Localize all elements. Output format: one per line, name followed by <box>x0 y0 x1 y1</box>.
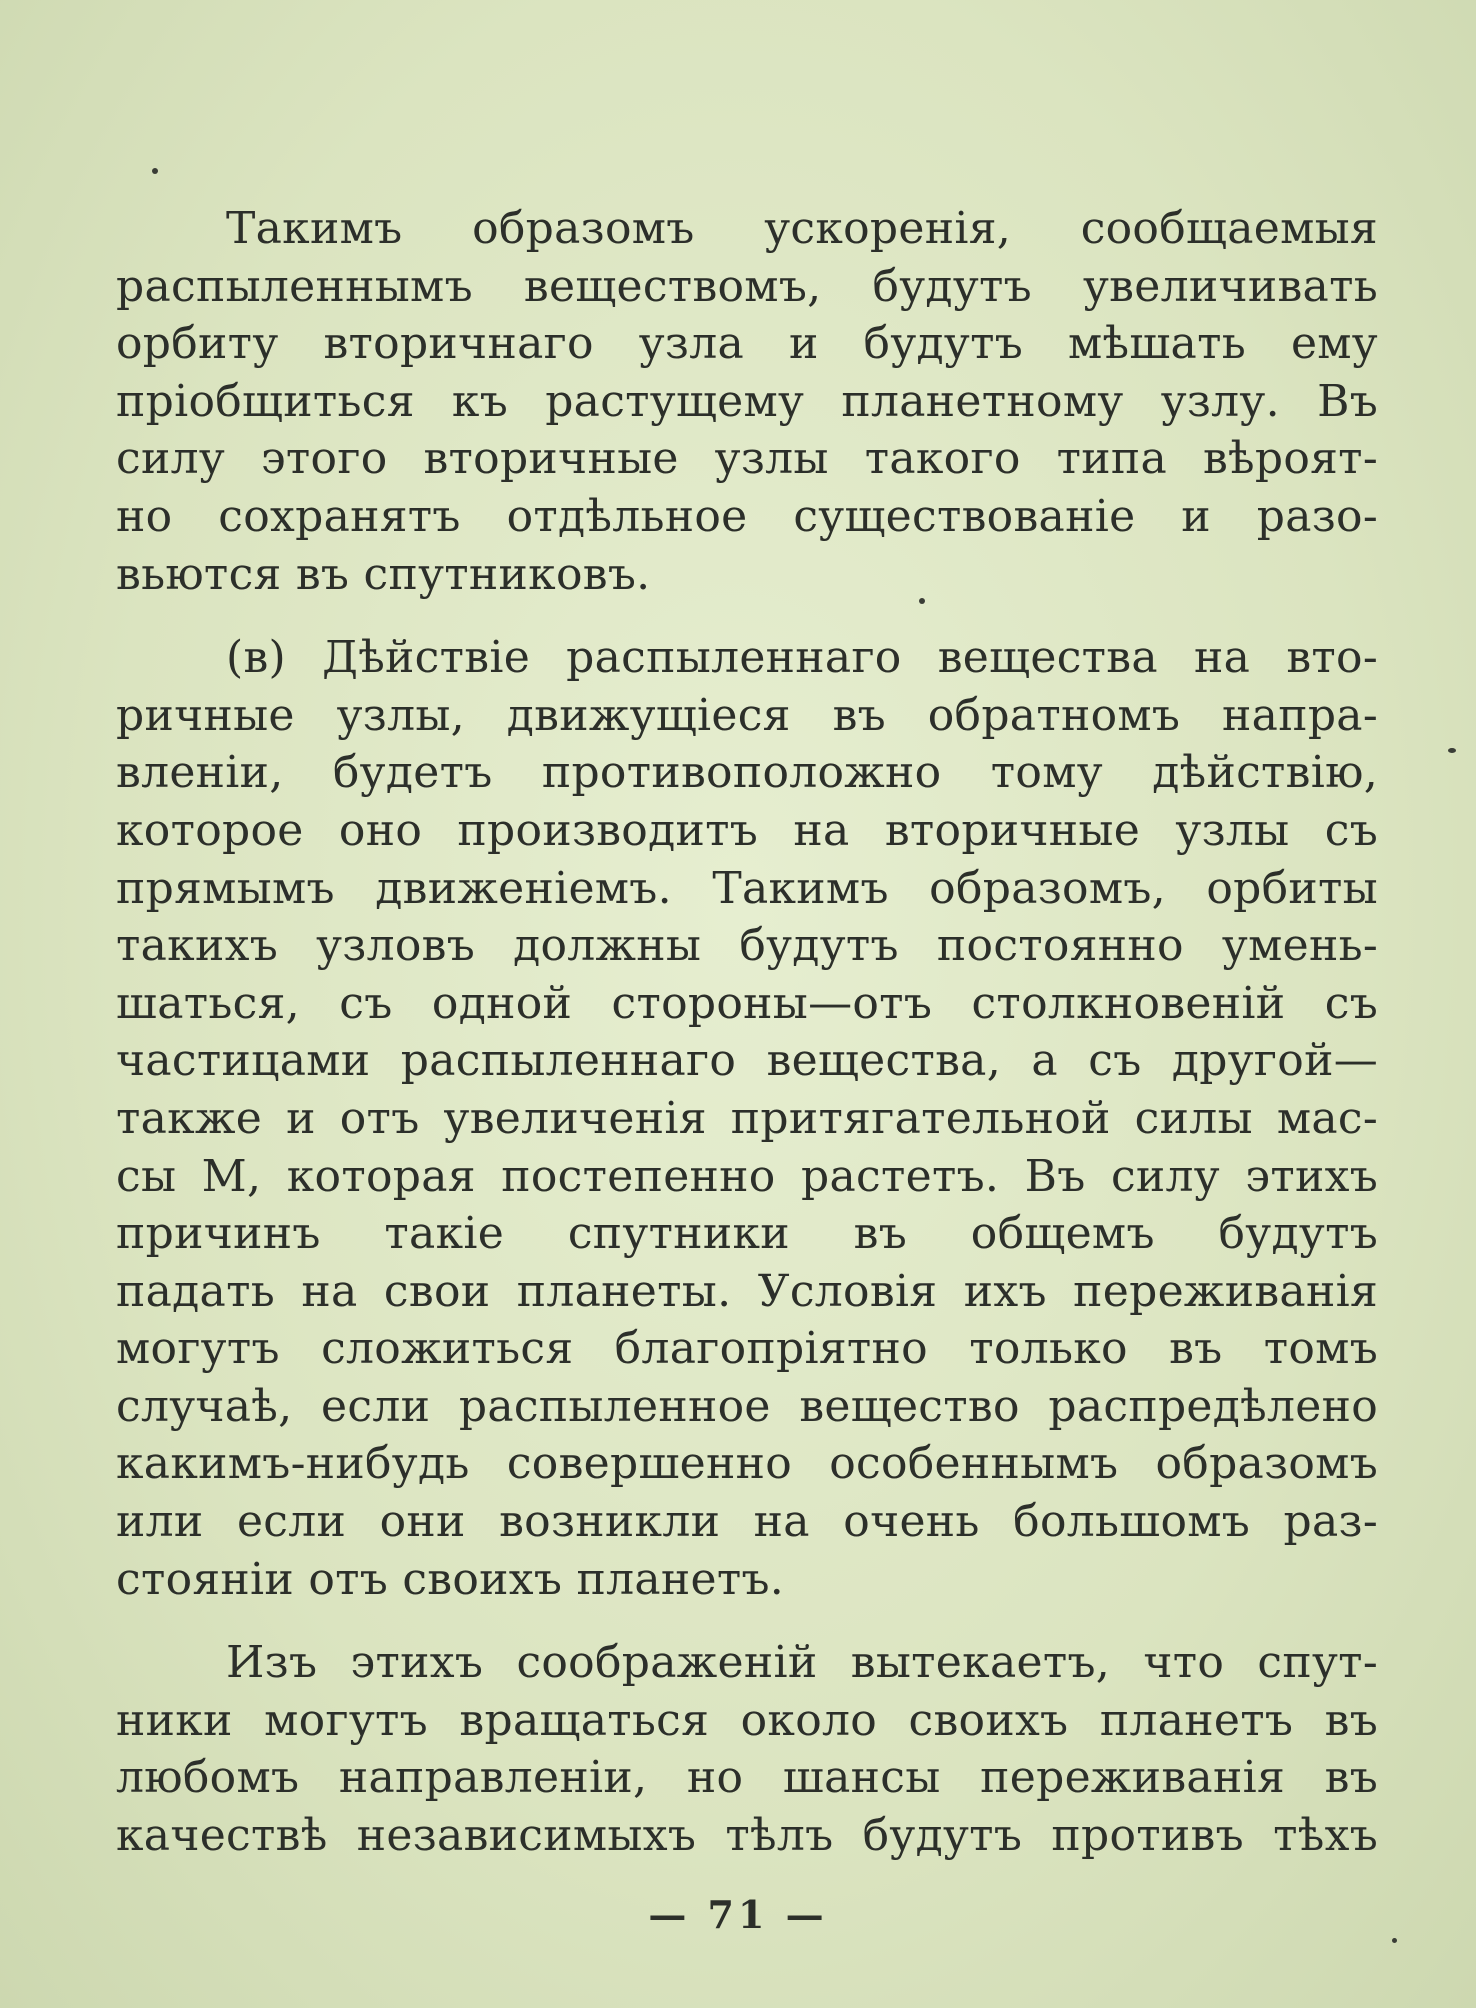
text-line: стояніи отъ своихъ планетъ. <box>116 1553 785 1605</box>
text-line: которое оно производитъ на вторичные узлы съ <box>116 804 1378 856</box>
ink-speck <box>1392 1938 1397 1943</box>
text-line: какимъ-нибудь совершенно особеннымъ образомъ <box>116 1438 1378 1490</box>
ink-speck <box>1448 748 1456 753</box>
text-line: также и отъ увеличенія притягательной силы мас- <box>116 1092 1378 1144</box>
text-line: шаться, съ одной стороны—отъ столкновеній съ <box>116 977 1378 1029</box>
text-line: ричные узлы, движущіеся въ обратномъ напра- <box>116 689 1378 741</box>
text-line: прямымъ движеніемъ. Такимъ образомъ, орбиты <box>116 862 1378 914</box>
text-line: любомъ направленіи, но шансы переживанія въ <box>116 1752 1378 1804</box>
text-line: причинъ такіе спутники въ общемъ будутъ <box>116 1208 1378 1260</box>
text-line: вьются въ спутниковъ. <box>116 548 651 600</box>
text-line: (в) Дѣйствіе распыленнаго вещества на вто- <box>226 632 1378 684</box>
body-text <box>116 200 1378 1865</box>
paragraph <box>116 1634 1378 1864</box>
text-line: но сохранятъ отдѣльное существованіе и разо- <box>116 490 1378 542</box>
text-line: случаѣ, если распыленное вещество распредѣлено <box>116 1380 1378 1432</box>
text-line: орбиту вторичнаго узла и будутъ мѣшать ему <box>116 318 1378 370</box>
page-number: — 71 — <box>648 1892 828 1937</box>
text-line: частицами распыленнаго вещества, а съ другой— <box>116 1035 1378 1087</box>
text-line: такихъ узловъ должны будутъ постоянно умень- <box>116 920 1378 972</box>
text-line: качествѣ независимыхъ тѣлъ будутъ противъ тѣхъ <box>116 1810 1378 1862</box>
text-line: падать на свои планеты. Условія ихъ переживанія <box>116 1265 1378 1317</box>
text-line: могутъ сложиться благопріятно только въ томъ <box>116 1323 1378 1375</box>
text-line: ники могутъ вращаться около своихъ планетъ въ <box>116 1694 1378 1746</box>
ink-speck <box>152 168 158 174</box>
text-line: сы M, которая постепенно растетъ. Въ силу этихъ <box>116 1150 1378 1202</box>
text-line: или если они возникли на очень большомъ раз- <box>116 1496 1378 1548</box>
text-line: силу этого вторичные узлы такого типа вѣроят- <box>116 433 1378 485</box>
text-line: распыленнымъ веществомъ, будутъ увеличивать <box>116 260 1378 312</box>
text-line: пріобщиться къ растущему планетному узлу. Въ <box>116 375 1378 427</box>
paragraph <box>116 200 1378 603</box>
text-line: Изъ этихъ соображеній вытекаетъ, что спут- <box>226 1637 1378 1689</box>
paragraph <box>116 629 1378 1608</box>
text-line: вленіи, будетъ противоположно тому дѣйствію, <box>116 747 1378 799</box>
text-line: Такимъ образомъ ускоренія, сообщаемыя <box>226 203 1378 254</box>
